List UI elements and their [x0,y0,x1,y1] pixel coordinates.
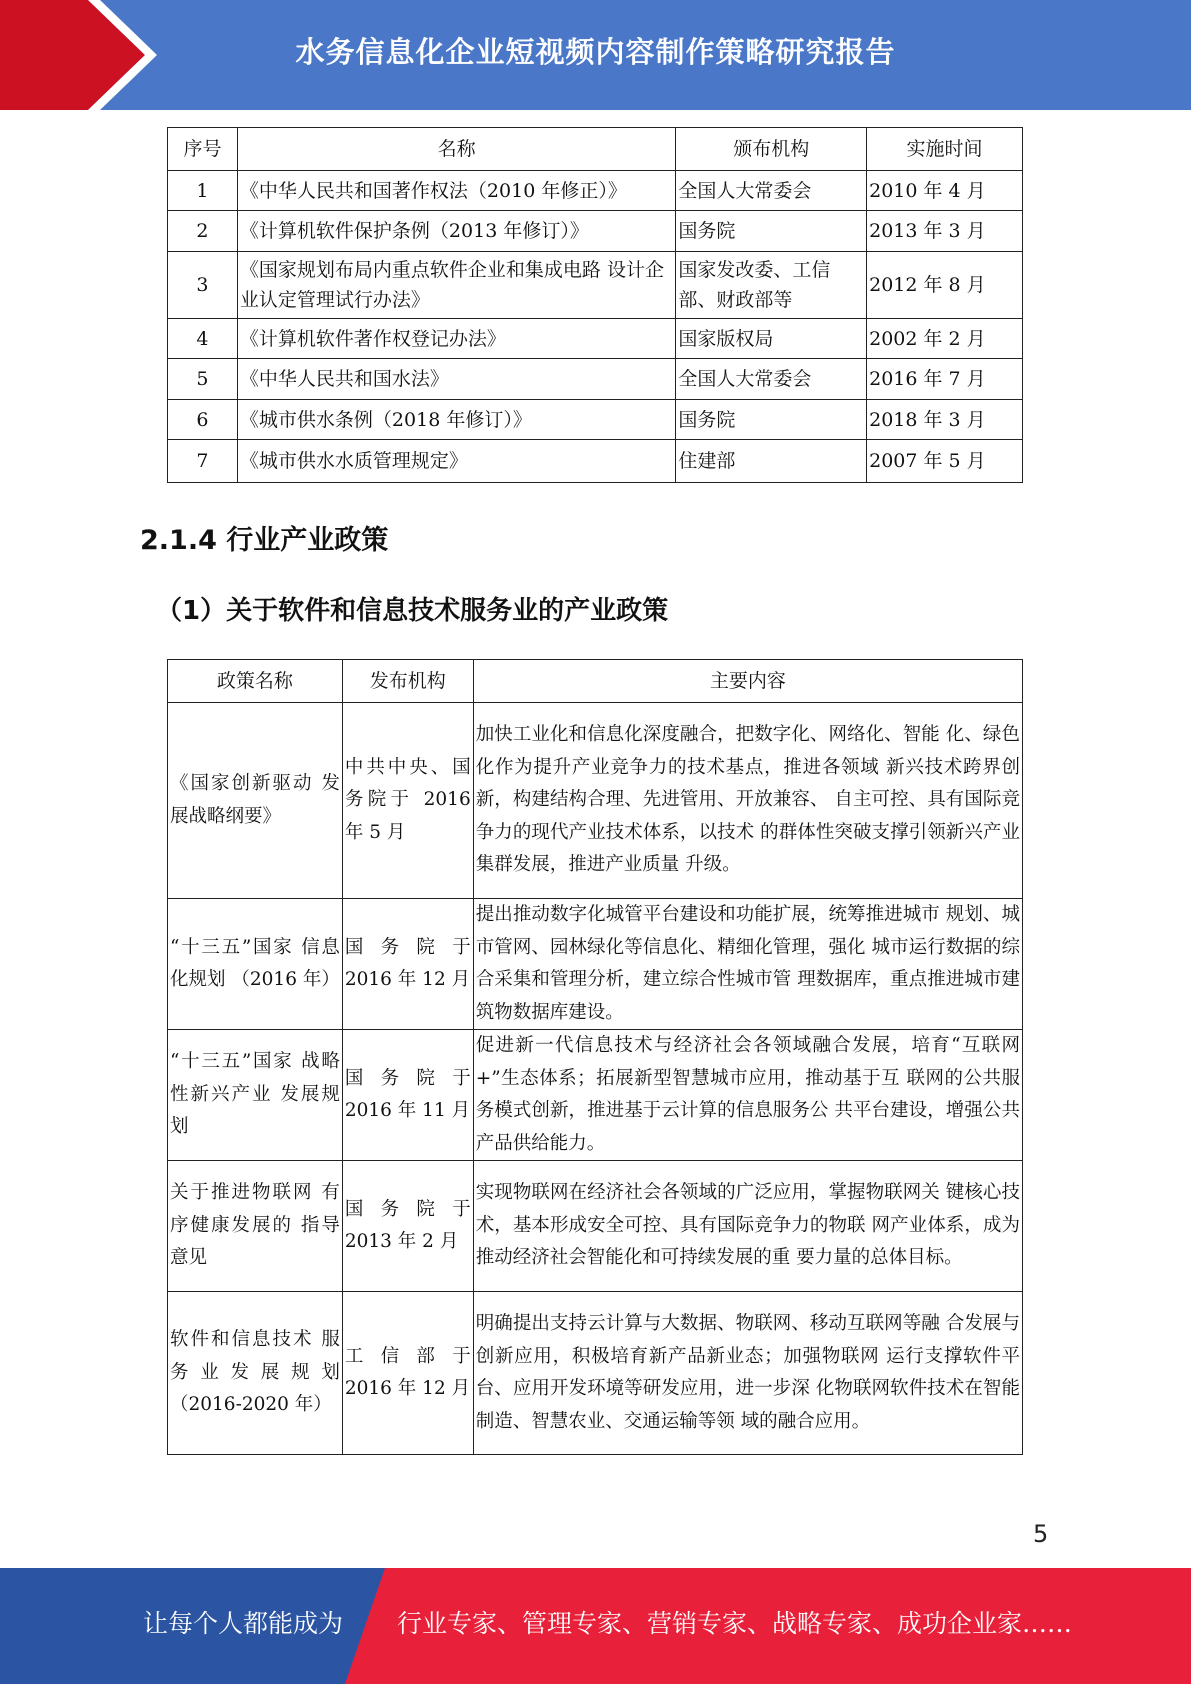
table-row [168,1030,1023,1161]
cell-date: 2002 年 2 月 [867,319,1023,359]
cell-name: 《国家规划布局内重点软件企业和集成电路 设计企业认定管理试行办法》 [237,252,675,319]
table-row [168,440,1023,483]
cell-content: 加快工业化和信息化深度融合，把数字化、网络化、智能 化、绿色化作为提升产业竞争力的技术基点，推进各领域 新兴技术跨界创新，构建结构合理、先进管用、开放兼容、 自主可控、具有国际竞争力的现代产业技术体系，以技术 的群体性突破支撑引领新兴产业集群发展，推进产业质量 升级。 [473,703,1022,899]
cell-policy-name: 软件和信息技术 服务业发展规划 （2016-2020 年） [168,1292,343,1455]
table-row [168,359,1023,400]
cell-content: 实现物联网在经济社会各领域的广泛应用，掌握物联网关 键核心技术，基本形成安全可控、具有国际竞争力的物联 网产业体系，成为推动经济社会智能化和可持续发展的重 要力量的总体目标。 [473,1161,1022,1292]
cell-date: 2018 年 3 月 [867,400,1023,440]
cell-issuer: 住建部 [676,440,867,483]
col-header-name: 名称 [237,128,675,171]
cell-issuer: 国务院于 2016 年 12 月 [342,899,473,1030]
page-number: 5 [1033,1520,1049,1548]
cell-name: 《城市供水水质管理规定》 [237,440,675,483]
cell-issuer: 国务院 [676,211,867,252]
table-row [168,171,1023,211]
cell-issuer: 国务院于 2016 年 11 月 [342,1030,473,1161]
cell-policy-name: 关于推进物联网 有序健康发展的 指导意见 [168,1161,343,1292]
cell-content: 促进新一代信息技术与经济社会各领域融合发展，培育“互联网+”生态体系；拓展新型智慧城市应用，推动基于互 联网的公共服务模式创新，推进基于云计算的信息服务公 共平台建设，增强公共产品供给能力。 [473,1030,1022,1161]
cell-name: 《中华人民共和国水法》 [237,359,675,400]
cell-issuer: 国务院 [676,400,867,440]
col-header-policy: 政策名称 [168,660,343,703]
cell-index: 4 [168,319,238,359]
regulations-table [167,127,1023,483]
cell-date: 2012 年 8 月 [867,252,1023,319]
cell-issuer: 工信部于 2016 年 12 月 [342,1292,473,1455]
table-header-row [168,660,1023,703]
table-row [168,899,1023,1030]
policy-table [167,659,1023,1455]
cell-policy-name: “十三五”国家 信息化规划 （2016 年） [168,899,343,1030]
cell-content: 明确提出支持云计算与大数据、物联网、移动互联网等融 合发展与创新应用，积极培育新产品新业态；加强物联网 运行支撑软件平台、应用开发环境等研发应用，进一步深 化物联网软件技术在智能制造、智慧农业、交通运输等领 域的融合应用。 [473,1292,1022,1455]
cell-issuer: 国家发改委、工信部、财政部等 [676,252,867,319]
cell-date: 2013 年 3 月 [867,211,1023,252]
table-row [168,211,1023,252]
section-heading: 2.1.4 行业产业政策 [140,525,389,556]
cell-issuer: 国务院于 2013 年 2 月 [342,1161,473,1292]
cell-index: 1 [168,171,238,211]
cell-date: 2016 年 7 月 [867,359,1023,400]
cell-index: 3 [168,252,238,319]
cell-policy-name: 《国家创新驱动 发展战略纲要》 [168,703,343,899]
table-header-row [168,128,1023,171]
cell-policy-name: “十三五”国家 战略性新兴产业 发展规划 [168,1030,343,1161]
col-header-issuer: 颁布机构 [676,128,867,171]
cell-index: 7 [168,440,238,483]
cell-index: 2 [168,211,238,252]
table-row [168,1161,1023,1292]
cell-issuer: 全国人大常委会 [676,171,867,211]
col-header-index: 序号 [168,128,238,171]
cell-name: 《计算机软件著作权登记办法》 [237,319,675,359]
col-header-content: 主要内容 [473,660,1022,703]
footer-slogan-left: 让每个人都能成为 [143,1609,344,1638]
table-row [168,252,1023,319]
cell-issuer: 国家版权局 [676,319,867,359]
cell-issuer: 全国人大常委会 [676,359,867,400]
cell-name: 《城市供水条例（2018 年修订）》 [237,400,675,440]
table-row [168,703,1023,899]
cell-index: 6 [168,400,238,440]
col-header-date: 实施时间 [867,128,1023,171]
table-row [168,319,1023,359]
col-header-issuer: 发布机构 [342,660,473,703]
cell-name: 《计算机软件保护条例（2013 年修订）》 [237,211,675,252]
report-title: 水务信息化企业短视频内容制作策略研究报告 [295,34,896,69]
table-row [168,1292,1023,1455]
cell-date: 2010 年 4 月 [867,171,1023,211]
page-header [0,0,1191,110]
cell-content: 提出推动数字化城管平台建设和功能扩展，统筹推进城市 规划、城市管网、园林绿化等信息化、精细化管理，强化 城市运行数据的综合采集和管理分析，建立综合性城市管 理数据库，重点推进城市建筑物数据库建设。 [473,899,1022,1030]
table-row [168,400,1023,440]
section-subheading: （1）关于软件和信息技术服务业的产业政策 [156,596,669,626]
cell-issuer: 中共中央、国务院于 2016 年 5 月 [342,703,473,899]
cell-name: 《中华人民共和国著作权法（2010 年修正）》 [237,171,675,211]
cell-index: 5 [168,359,238,400]
cell-date: 2007 年 5 月 [867,440,1023,483]
page-footer [0,1568,1191,1684]
footer-slogan-right: 行业专家、管理专家、营销专家、战略专家、成功企业家…… [397,1609,1073,1638]
